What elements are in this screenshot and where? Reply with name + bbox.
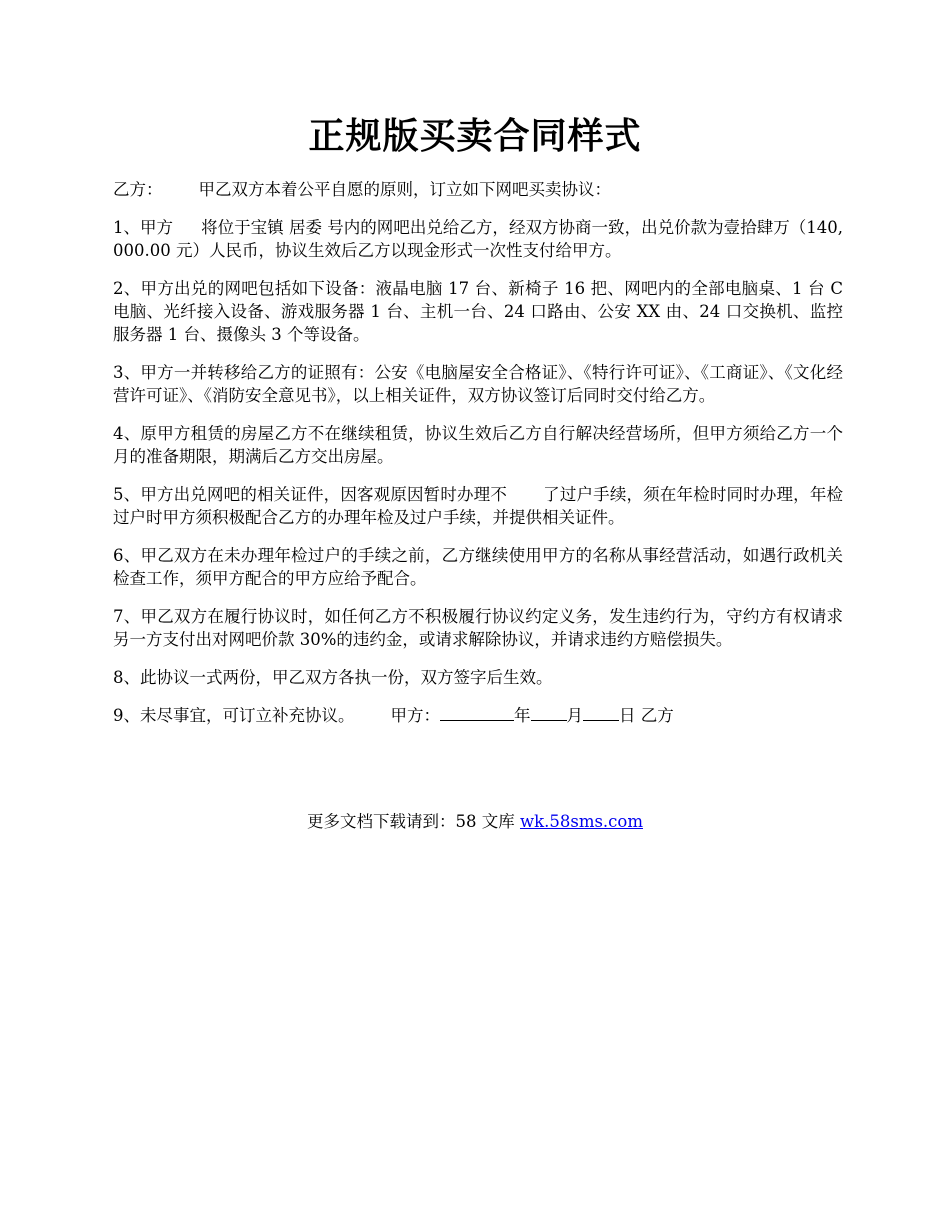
- clause-9-text: 9、未尽事宜，可订立补充协议。: [113, 706, 355, 725]
- clause-1-text: 将位于宝镇 居委 号内的网吧出兑给乙方，经双方协商一致，出兑价款为壹拾肆万（140,000.00 元）人民币，协议生效后乙方以现金形式一次性支付给甲方。: [113, 218, 844, 260]
- clause-3: 3、甲方一并转移给乙方的证照有：公安《电脑屋安全合格证》、《特行许可证》、《工商证》、《文化经营许可证》、《消防安全意见书》，以上相关证件，双方协议签订后同时交付给乙方。: [113, 363, 843, 405]
- clause-5: [113, 483, 843, 529]
- intro-paragraph: [113, 178, 843, 201]
- clause-5-part2: 了过户手续，须在年检时同时办理，年检过户时甲方须积极配合乙方的办理年检及过户手续，并提供相关证件。: [113, 485, 844, 527]
- party-a-label: 甲方：: [390, 706, 440, 725]
- clause-5-part1: 5、甲方出兑网吧的相关证件，因客观原因暂时办理不: [113, 485, 507, 504]
- month-blank[interactable]: [531, 704, 567, 721]
- download-link[interactable]: wk.58sms.com: [519, 812, 643, 831]
- clause-4: 4、原甲方租赁的房屋乙方不在继续租赁，协议生效后乙方自行解决经营场所，但甲方须给乙方一个月的准备期限，期满后乙方交出房屋。: [113, 424, 843, 466]
- document-body: [113, 178, 843, 742]
- clause-6: 6、甲乙双方在未办理年检过户的手续之前，乙方继续使用甲方的名称从事经营活动，如遇行政机关检查工作，须甲方配合的甲方应给予配合。: [113, 546, 843, 588]
- intro-text: 甲乙双方本着公平自愿的原则，订立如下网吧买卖协议：: [198, 180, 611, 199]
- day-blank[interactable]: [583, 704, 619, 721]
- download-footer: [0, 810, 950, 833]
- clause-1-prefix: 1、甲方: [113, 218, 174, 237]
- year-label: 年: [514, 706, 531, 725]
- party-b-sign-label: 乙方: [640, 706, 674, 725]
- document-title: 正规版买卖合同样式: [308, 115, 642, 157]
- footer-text: 更多文档下载请到：58 文库: [306, 812, 520, 831]
- clause-9: [113, 704, 843, 727]
- clause-1: [113, 216, 843, 262]
- party-b-label: 乙方：: [113, 180, 163, 199]
- clause-7: 7、甲乙双方在履行协议时，如任何乙方不积极履行协议约定义务，发生违约行为，守约方有权请求另一方支付出对网吧价款 30%的违约金，或请求解除协议，并请求违约方赔偿损失。: [113, 607, 843, 649]
- clause-8: 8、此协议一式两份，甲乙双方各执一份，双方签字后生效。: [113, 668, 553, 687]
- clause-2: 2、甲方出兑的网吧包括如下设备：液晶电脑 17 台、新椅子 16 把、网吧内的全部电脑桌、1 台 C 电脑、光纤接入设备、游戏服务器 1 台、主机一台、24 口路由、公安 XX 由、24 口交换机、监控服务器 1 台、摄像头 3 个等设备。: [113, 279, 843, 344]
- day-label: 日: [619, 706, 636, 725]
- year-blank[interactable]: [440, 704, 514, 721]
- month-label: 月: [566, 706, 583, 725]
